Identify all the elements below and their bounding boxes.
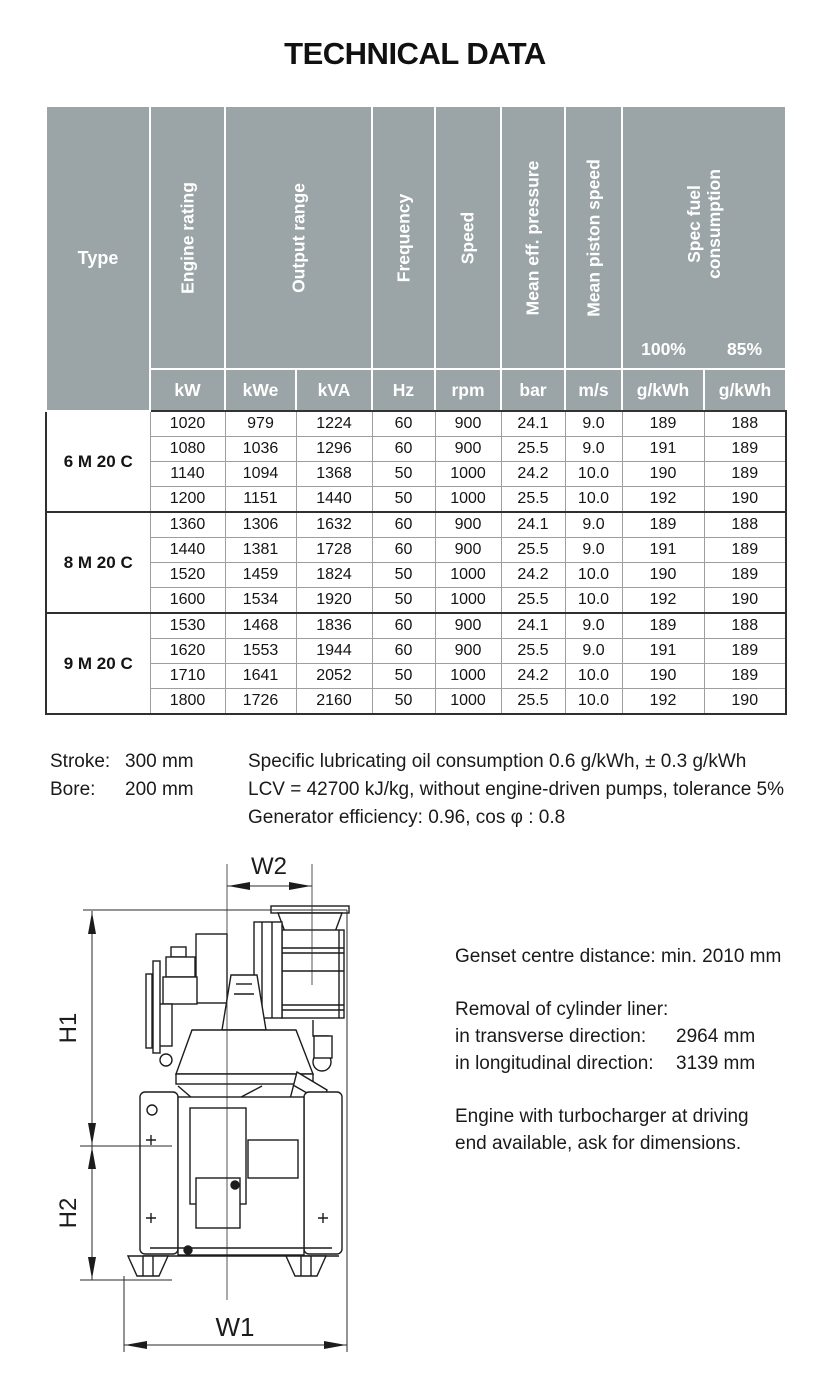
data-cell: 1000	[435, 588, 501, 614]
data-cell: 9.0	[565, 538, 622, 563]
data-cell: 25.5	[501, 538, 565, 563]
data-cell: 1440	[296, 487, 372, 513]
liner-removal-title: Removal of cylinder liner:	[455, 999, 669, 1020]
bore-label: Bore:	[50, 779, 96, 800]
data-cell: 190	[622, 664, 704, 689]
dimension-label-w1: W1	[215, 1312, 255, 1342]
data-cell: 900	[435, 613, 501, 639]
unit-hz: Hz	[372, 369, 435, 411]
data-cell: 190	[704, 689, 786, 715]
column-header-output-range: Output range	[225, 106, 372, 369]
data-cell: 10.0	[565, 462, 622, 487]
technical-data-table	[45, 105, 787, 715]
spec-fuel-label-line2: consumption	[704, 169, 724, 280]
data-cell: 2052	[296, 664, 372, 689]
data-cell: 60	[372, 639, 435, 664]
data-cell: 9.0	[565, 639, 622, 664]
table-row	[46, 563, 786, 588]
unit-gkwh-85: g/kWh	[704, 369, 786, 411]
data-cell: 25.5	[501, 689, 565, 715]
data-cell: 50	[372, 689, 435, 715]
unit-bar: bar	[501, 369, 565, 411]
data-cell: 50	[372, 563, 435, 588]
data-cell: 189	[704, 462, 786, 487]
data-cell: 189	[704, 538, 786, 563]
data-cell: 191	[622, 639, 704, 664]
data-cell: 189	[704, 664, 786, 689]
data-cell: 1140	[150, 462, 225, 487]
data-cell: 190	[622, 462, 704, 487]
data-cell: 1600	[150, 588, 225, 614]
data-cell: 900	[435, 437, 501, 462]
data-cell: 10.0	[565, 563, 622, 588]
data-cell: 60	[372, 538, 435, 563]
data-cell: 1020	[150, 411, 225, 437]
data-cell: 189	[622, 613, 704, 639]
data-cell: 189	[704, 437, 786, 462]
data-cell: 979	[225, 411, 296, 437]
data-cell: 1728	[296, 538, 372, 563]
data-cell: 1036	[225, 437, 296, 462]
data-cell: 1836	[296, 613, 372, 639]
data-cell: 1726	[225, 689, 296, 715]
spec-fuel-label-line1: Spec fuel	[683, 185, 704, 264]
column-header-type: Type	[46, 106, 150, 411]
engine-dimension-drawing	[40, 840, 460, 1360]
data-cell: 1944	[296, 639, 372, 664]
data-cell: 50	[372, 588, 435, 614]
data-cell: 192	[622, 588, 704, 614]
column-header-engine-rating: Engine rating	[150, 106, 225, 369]
data-cell: 191	[622, 538, 704, 563]
load-point-100: 100%	[641, 339, 686, 359]
data-cell: 190	[704, 487, 786, 513]
dimension-label-h1: H1	[55, 1012, 82, 1044]
data-cell: 2160	[296, 689, 372, 715]
bore-value: 200 mm	[125, 779, 194, 800]
data-cell: 1000	[435, 689, 501, 715]
table-row	[46, 462, 786, 487]
data-cell: 10.0	[565, 664, 622, 689]
data-cell: 60	[372, 437, 435, 462]
data-cell: 10.0	[565, 588, 622, 614]
data-cell: 1459	[225, 563, 296, 588]
data-cell: 25.5	[501, 639, 565, 664]
table-row	[46, 639, 786, 664]
data-cell: 1000	[435, 462, 501, 487]
turbocharger-note-line2: end available, ask for dimensions.	[455, 1133, 742, 1154]
data-cell: 1824	[296, 563, 372, 588]
data-cell: 1520	[150, 563, 225, 588]
table-row	[46, 487, 786, 513]
table-row	[46, 613, 786, 639]
data-cell: 9.0	[565, 613, 622, 639]
technical-data-table-wrap	[45, 105, 787, 715]
liner-longitudinal-value: 3139 mm	[676, 1053, 756, 1074]
data-cell: 189	[704, 563, 786, 588]
data-cell: 24.1	[501, 613, 565, 639]
data-cell: 50	[372, 664, 435, 689]
table-row	[46, 689, 786, 715]
data-cell: 50	[372, 487, 435, 513]
data-cell: 188	[704, 512, 786, 538]
note-lube-oil: Specific lubricating oil consumption 0.6 g/kWh, ± 0.3 g/kWh	[248, 751, 747, 772]
data-cell: 1151	[225, 487, 296, 513]
data-cell: 24.2	[501, 563, 565, 588]
data-cell: 60	[372, 512, 435, 538]
data-cell: 1800	[150, 689, 225, 715]
data-cell: 60	[372, 411, 435, 437]
genset-centre-distance: Genset centre distance: min. 2010 mm	[455, 946, 782, 967]
data-cell: 24.1	[501, 411, 565, 437]
data-cell: 1306	[225, 512, 296, 538]
data-cell: 10.0	[565, 487, 622, 513]
data-cell: 1553	[225, 639, 296, 664]
dimension-label-w2: W2	[251, 853, 287, 880]
data-cell: 9.0	[565, 437, 622, 462]
data-cell: 188	[704, 613, 786, 639]
data-cell: 900	[435, 512, 501, 538]
note-lcv: LCV = 42700 kJ/kg, without engine-driven pumps, tolerance 5%	[248, 779, 785, 800]
liner-transverse-label: in transverse direction:	[455, 1026, 647, 1047]
engine-outline	[128, 906, 349, 1276]
unit-kwe: kWe	[225, 369, 296, 411]
data-cell: 189	[622, 411, 704, 437]
data-cell: 188	[704, 411, 786, 437]
data-cell: 1641	[225, 664, 296, 689]
column-header-spec-fuel-consumption	[622, 106, 786, 369]
data-cell: 25.5	[501, 437, 565, 462]
engine-type-cell: 8 M 20 C	[46, 512, 150, 613]
data-cell: 1440	[150, 538, 225, 563]
stroke-value: 300 mm	[125, 751, 194, 772]
unit-rpm: rpm	[435, 369, 501, 411]
data-cell: 1000	[435, 664, 501, 689]
data-cell: 9.0	[565, 411, 622, 437]
data-cell: 900	[435, 639, 501, 664]
data-cell: 192	[622, 689, 704, 715]
data-cell: 1224	[296, 411, 372, 437]
liner-transverse-value: 2964 mm	[676, 1026, 756, 1047]
data-cell: 1094	[225, 462, 296, 487]
engine-type-cell: 9 M 20 C	[46, 613, 150, 714]
data-cell: 1381	[225, 538, 296, 563]
data-cell: 1296	[296, 437, 372, 462]
data-cell: 1468	[225, 613, 296, 639]
data-cell: 900	[435, 538, 501, 563]
unit-ms: m/s	[565, 369, 622, 411]
data-cell: 192	[622, 487, 704, 513]
unit-kva: kVA	[296, 369, 372, 411]
data-cell: 1632	[296, 512, 372, 538]
data-cell: 50	[372, 462, 435, 487]
data-cell: 25.5	[501, 487, 565, 513]
data-cell: 1620	[150, 639, 225, 664]
table-row	[46, 538, 786, 563]
stroke-label: Stroke:	[50, 751, 111, 772]
load-point-85: 85%	[726, 339, 763, 359]
column-header-mean-eff-pressure: Mean eff. pressure	[501, 106, 565, 369]
table-row	[46, 664, 786, 689]
data-cell: 1000	[435, 487, 501, 513]
engine-type-cell: 6 M 20 C	[46, 411, 150, 512]
data-cell: 1080	[150, 437, 225, 462]
data-cell: 1368	[296, 462, 372, 487]
page-title: TECHNICAL DATA	[284, 36, 546, 71]
data-cell: 25.5	[501, 588, 565, 614]
data-cell: 1534	[225, 588, 296, 614]
data-cell: 1200	[150, 487, 225, 513]
data-cell: 190	[704, 588, 786, 614]
unit-gkwh-100: g/kWh	[622, 369, 704, 411]
data-cell: 189	[622, 512, 704, 538]
data-cell: 900	[435, 411, 501, 437]
unit-kw: kW	[150, 369, 225, 411]
column-header-mean-piston-speed: Mean piston speed	[565, 106, 622, 369]
table-row	[46, 411, 786, 437]
data-cell: 60	[372, 613, 435, 639]
data-cell: 24.1	[501, 512, 565, 538]
column-header-frequency: Frequency	[372, 106, 435, 369]
data-cell: 24.2	[501, 462, 565, 487]
data-cell: 1000	[435, 563, 501, 588]
table-row	[46, 512, 786, 538]
data-cell: 10.0	[565, 689, 622, 715]
data-cell: 191	[622, 437, 704, 462]
turbocharger-note-line1: Engine with turbocharger at driving	[455, 1106, 749, 1127]
data-cell: 1710	[150, 664, 225, 689]
note-generator-efficiency: Generator efficiency: 0.96, cos φ : 0.8	[248, 807, 566, 828]
table-row	[46, 437, 786, 462]
data-cell: 1360	[150, 512, 225, 538]
data-cell: 1530	[150, 613, 225, 639]
data-cell: 190	[622, 563, 704, 588]
liner-longitudinal-label: in longitudinal direction:	[455, 1053, 654, 1074]
data-cell: 189	[704, 639, 786, 664]
data-cell: 1920	[296, 588, 372, 614]
dimension-label-h2: H2	[55, 1197, 82, 1229]
table-row	[46, 588, 786, 614]
column-header-speed: Speed	[435, 106, 501, 369]
data-cell: 9.0	[565, 512, 622, 538]
data-cell: 24.2	[501, 664, 565, 689]
